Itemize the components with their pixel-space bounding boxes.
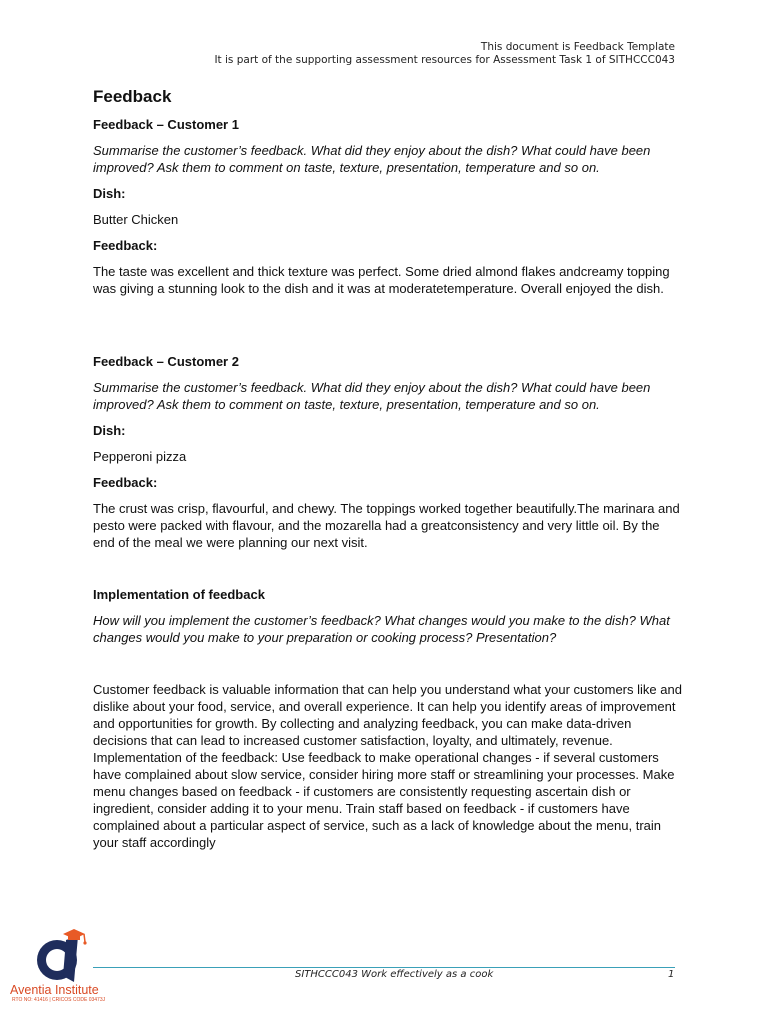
customer1-dish-label: Dish: xyxy=(93,186,126,201)
page-title: Feedback xyxy=(93,87,172,106)
customer2-dish: Pepperoni pizza xyxy=(93,449,187,464)
customer1-feedback: The taste was excellent and thick texture was perfect. Some dried almond flakes andcreamy topping was giving a stunning look to the dish and it was at moderatetemperature. Overall enjoyed the dish. xyxy=(93,264,670,296)
customer2-feedback-label: Feedback: xyxy=(93,475,158,490)
footer-text: SITHCCC043 Work effectively as a cook xyxy=(295,969,494,980)
document-body xyxy=(93,86,683,860)
customer2-feedback: The crust was crisp, flavourful, and chewy. The toppings worked together beautifully.The marinara and pesto were packed with flavour, and the mozarella had a greatconsistency and very little oil. By the end of the meal we were planning our next visit. xyxy=(93,501,680,550)
footer-divider xyxy=(93,967,675,968)
logo-rto: RTO NO: 41416 | CRICOS CODE 03473J xyxy=(12,997,106,1003)
header-line-2: It is part of the supporting assessment resources for Assessment Task 1 of SITHCCC043 xyxy=(214,54,675,66)
customer2-dish-label: Dish: xyxy=(93,423,126,438)
document-header xyxy=(214,41,675,67)
customer1-heading: Feedback – Customer 1 xyxy=(93,117,239,132)
customer1-dish: Butter Chicken xyxy=(93,212,179,227)
header-line-1: This document is Feedback Template xyxy=(480,41,675,53)
aventia-logo-mark-icon xyxy=(8,926,112,986)
customer2-prompt: Summarise the customer’s feedback. What did they enjoy about the dish? What could have been improved? Ask them to comment on taste, texture, presentation, temperature and so on. xyxy=(93,380,651,412)
implementation-body: Customer feedback is valuable information that can help you understand what your customers like and dislike about your food, service, and overall experience. It can help you identify areas of improvement and opportunities for growth. By collecting and analyzing feedback, you can make data-driven decisions that can lead to increased customer satisfaction, loyalty, and ultimately, revenue. Implementation of the feedback: Use feedback to make operational changes - if several customers have complained about slow service, consider hiring more staff or streamlining your processes. Make menu changes based on feedback - if customers are consistently requesting ascertain dish or ingredient, consider adding it to your menu. Train staff based on feedback - if customers have complained about a particular aspect of service, such as a lack of knowledge about the menu, train your staff accordingly xyxy=(93,682,682,850)
implementation-heading: Implementation of feedback xyxy=(93,587,265,602)
logo-name: Aventia Institute xyxy=(10,983,99,997)
customer2-heading: Feedback – Customer 2 xyxy=(93,354,239,369)
customer1-feedback-label: Feedback: xyxy=(93,238,158,253)
page-number: 1 xyxy=(668,969,675,980)
customer1-prompt: Summarise the customer’s feedback. What did they enjoy about the dish? What could have been improved? Ask them to comment on taste, texture, presentation, temperature and so on. xyxy=(93,143,651,175)
implementation-prompt: How will you implement the customer’s feedback? What changes would you make to the dish? What changes would you make to your preparation or cooking process? Presentation? xyxy=(93,613,670,645)
